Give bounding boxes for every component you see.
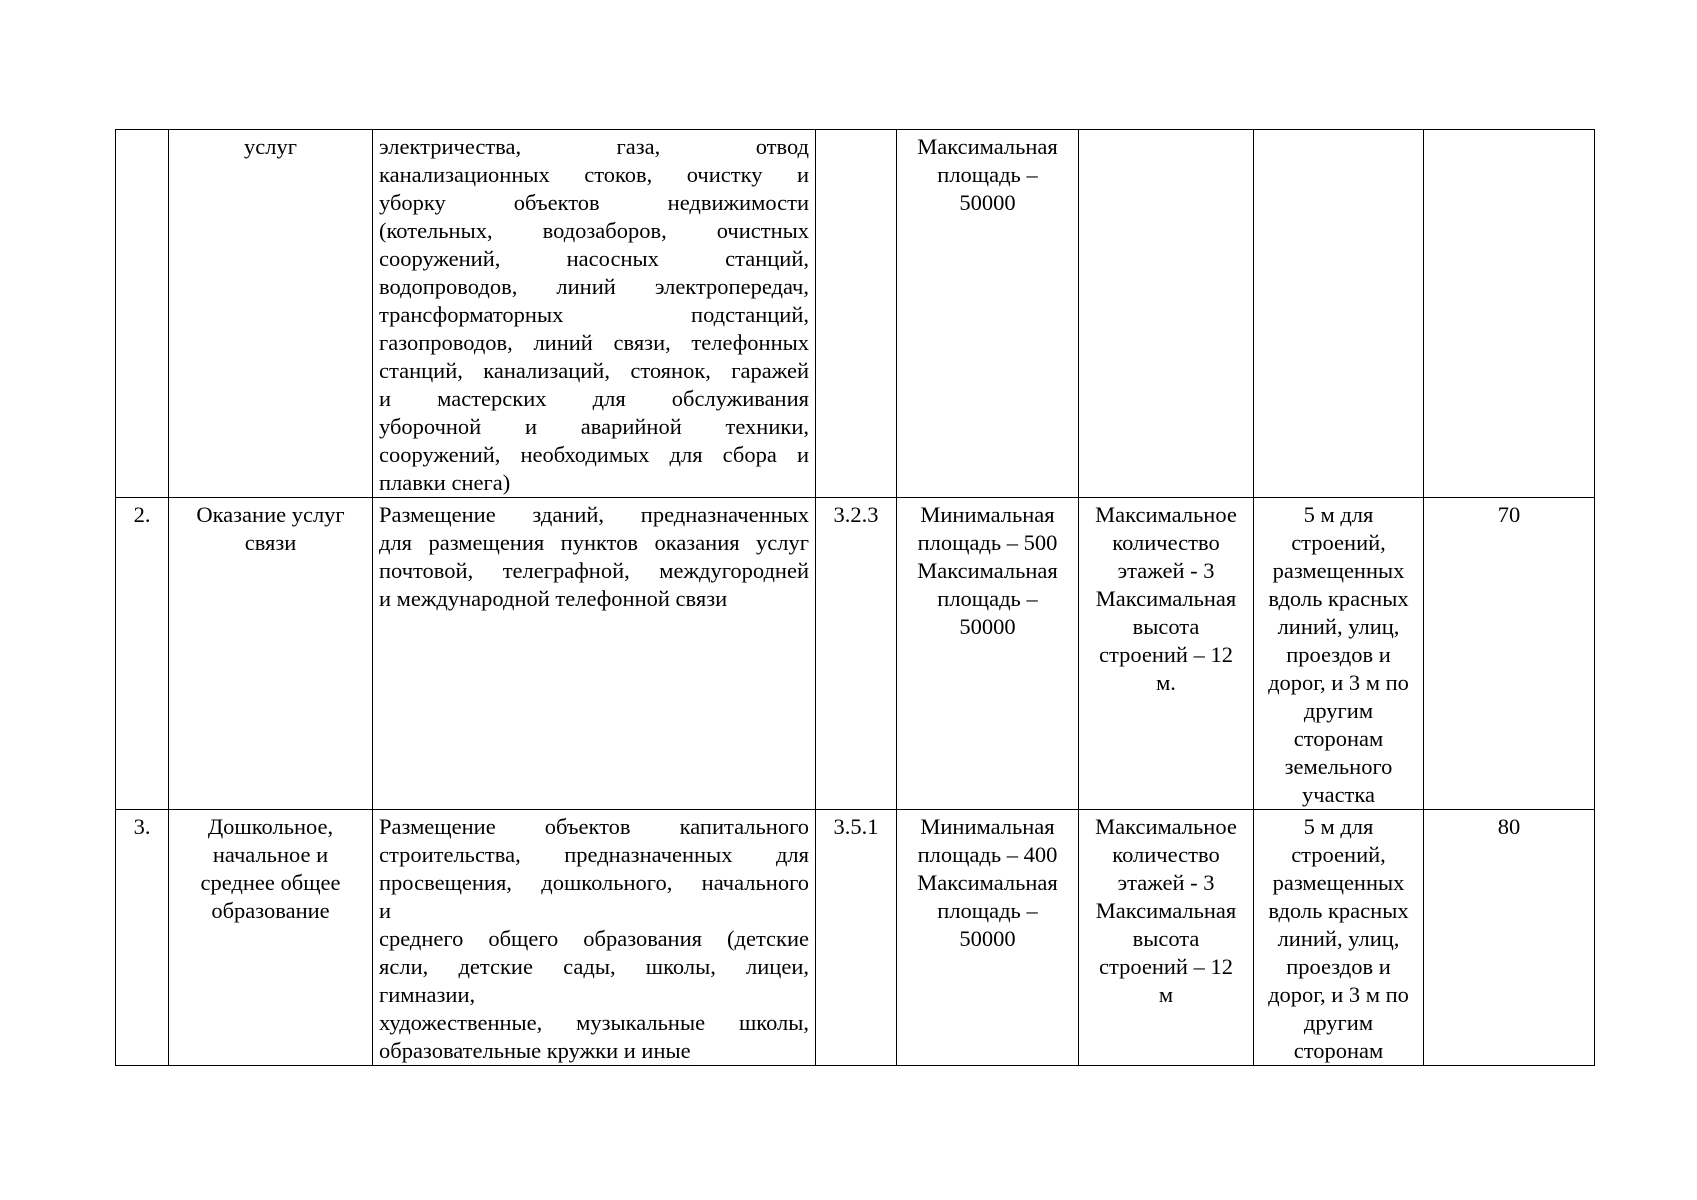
cell-line: строений,: [1291, 530, 1386, 555]
use-name-cell: [169, 130, 373, 498]
cell-line: ясли, детские сады, школы, лицеи,: [379, 954, 809, 979]
cell-line: гимназии,: [379, 982, 476, 1007]
cell-line: Максимальное: [1095, 502, 1237, 527]
cell-line: 50000: [959, 190, 1016, 215]
cell-line: сооружений, насосных станций,: [379, 246, 809, 271]
setback-cell: [1254, 498, 1424, 810]
cell-line: просвещения, дошкольного, начального: [379, 870, 809, 895]
cell-line: площадь –: [937, 162, 1038, 187]
cell-line: Максимальное: [1095, 814, 1237, 839]
cell-line: м.: [1156, 670, 1176, 695]
cell-line: газопроводов, линий связи, телефонных: [379, 330, 809, 355]
building-percentage-cell: [1424, 498, 1595, 810]
use-name-cell: [169, 498, 373, 810]
description-cell: [373, 498, 816, 810]
cell-line: среднее общее: [200, 870, 341, 895]
cell-text: 70: [1497, 502, 1521, 527]
cell-line: участка: [1302, 782, 1375, 807]
cell-line: образование: [211, 898, 330, 923]
cell-line: трансформаторных подстанций,: [379, 302, 809, 327]
cell-line: Максимальная: [1095, 898, 1237, 923]
description-cell: [373, 130, 816, 498]
floors-height-cell: [1079, 810, 1254, 1066]
classifier-code-cell: [816, 130, 897, 498]
cell-line: другим: [1303, 698, 1374, 723]
cell-line: строений,: [1291, 842, 1386, 867]
table-row: [116, 810, 1595, 1066]
cell-line: сторонам: [1293, 1038, 1384, 1063]
cell-line: высота: [1132, 614, 1200, 639]
cell-line: линий, улиц,: [1277, 614, 1400, 639]
cell-line: и мастерских для обслуживания: [379, 386, 809, 411]
cell-text: 2.: [133, 502, 151, 527]
cell-line: этажей - 3: [1117, 558, 1215, 583]
description-cell: [373, 810, 816, 1066]
cell-line: начальное и: [212, 842, 329, 867]
cell-line: количество: [1112, 842, 1220, 867]
setback-cell: [1254, 130, 1424, 498]
row-number-cell: [116, 810, 169, 1066]
cell-line: земельного: [1284, 754, 1393, 779]
cell-line: 5 м для: [1303, 814, 1374, 839]
cell-line: размещенных: [1272, 558, 1405, 583]
building-percentage-cell: [1424, 130, 1595, 498]
cell-line: 50000: [959, 926, 1016, 951]
cell-line: этажей - 3: [1117, 870, 1215, 895]
cell-line: дорог, и 3 м по: [1268, 982, 1409, 1007]
cell-line: уборочной и аварийной техники,: [379, 414, 809, 439]
cell-line: другим: [1303, 1010, 1374, 1035]
cell-line: Дошкольное,: [207, 814, 334, 839]
cell-line: вдоль красных: [1268, 586, 1409, 611]
building-percentage-cell: [1424, 810, 1595, 1066]
cell-line: Минимальная: [920, 814, 1055, 839]
cell-line: площадь – 500: [917, 530, 1058, 555]
land-use-table: [115, 129, 1595, 1066]
cell-line: Оказание услуг: [196, 502, 345, 527]
cell-text: 80: [1497, 814, 1521, 839]
cell-line: площадь –: [937, 586, 1038, 611]
cell-text: 3.5.1: [833, 814, 879, 839]
cell-line: дорог, и 3 м по: [1268, 670, 1409, 695]
cell-line: электричества, газа, отвод: [379, 134, 809, 159]
cell-line: канализационных стоков, очистку и: [379, 162, 809, 187]
cell-line: среднего общего образования (детские: [379, 926, 809, 951]
cell-line: строений – 12: [1099, 954, 1233, 979]
cell-line: почтовой, телеграфной, междугородней: [379, 558, 809, 583]
cell-line: и: [379, 898, 392, 923]
cell-line: водопроводов, линий электропередач,: [379, 274, 809, 299]
cell-line: Максимальная: [917, 558, 1058, 583]
cell-line: площадь –: [937, 898, 1038, 923]
cell-line: сторонам: [1293, 726, 1384, 751]
cell-line: 50000: [959, 614, 1016, 639]
cell-line: (котельных, водозаборов, очистных: [379, 218, 809, 243]
cell-line: строительства, предназначенных для: [379, 842, 809, 867]
cell-line: и международной телефонной связи: [379, 586, 728, 611]
cell-line: Размещение зданий, предназначенных: [379, 502, 809, 527]
cell-text: 3.: [133, 814, 151, 839]
cell-line: услуг: [244, 134, 297, 159]
table-body: [116, 130, 1595, 1066]
cell-line: Максимальная: [917, 134, 1058, 159]
table-row: [116, 130, 1595, 498]
cell-line: станций, канализаций, стоянок, гаражей: [379, 358, 809, 383]
cell-line: 5 м для: [1303, 502, 1374, 527]
cell-line: связи: [244, 530, 297, 555]
plot-area-cell: [897, 810, 1079, 1066]
cell-line: сооружений, необходимых для сбора и: [379, 442, 809, 467]
cell-line: площадь – 400: [917, 842, 1058, 867]
use-name-cell: [169, 810, 373, 1066]
cell-line: образовательные кружки и иные: [379, 1038, 691, 1063]
cell-line: строений – 12: [1099, 642, 1233, 667]
cell-line: Минимальная: [920, 502, 1055, 527]
row-number-cell: [116, 130, 169, 498]
cell-line: количество: [1112, 530, 1220, 555]
cell-line: Размещение объектов капитального: [379, 814, 809, 839]
floors-height-cell: [1079, 130, 1254, 498]
table-row: [116, 498, 1595, 810]
cell-line: линий, улиц,: [1277, 926, 1400, 951]
plot-area-cell: [897, 130, 1079, 498]
cell-line: для размещения пунктов оказания услуг: [379, 530, 809, 555]
cell-line: плавки снега): [379, 470, 511, 495]
cell-line: Максимальная: [917, 870, 1058, 895]
cell-line: высота: [1132, 926, 1200, 951]
cell-line: уборку объектов недвижимости: [379, 190, 809, 215]
cell-line: размещенных: [1272, 870, 1405, 895]
setback-cell: [1254, 810, 1424, 1066]
cell-line: проездов и: [1286, 954, 1391, 979]
cell-line: вдоль красных: [1268, 898, 1409, 923]
cell-line: м: [1158, 982, 1174, 1007]
cell-text: 3.2.3: [833, 502, 879, 527]
classifier-code-cell: [816, 498, 897, 810]
floors-height-cell: [1079, 498, 1254, 810]
plot-area-cell: [897, 498, 1079, 810]
classifier-code-cell: [816, 810, 897, 1066]
row-number-cell: [116, 498, 169, 810]
cell-line: Максимальная: [1095, 586, 1237, 611]
cell-line: художественные, музыкальные школы,: [379, 1010, 809, 1035]
cell-line: проездов и: [1286, 642, 1391, 667]
